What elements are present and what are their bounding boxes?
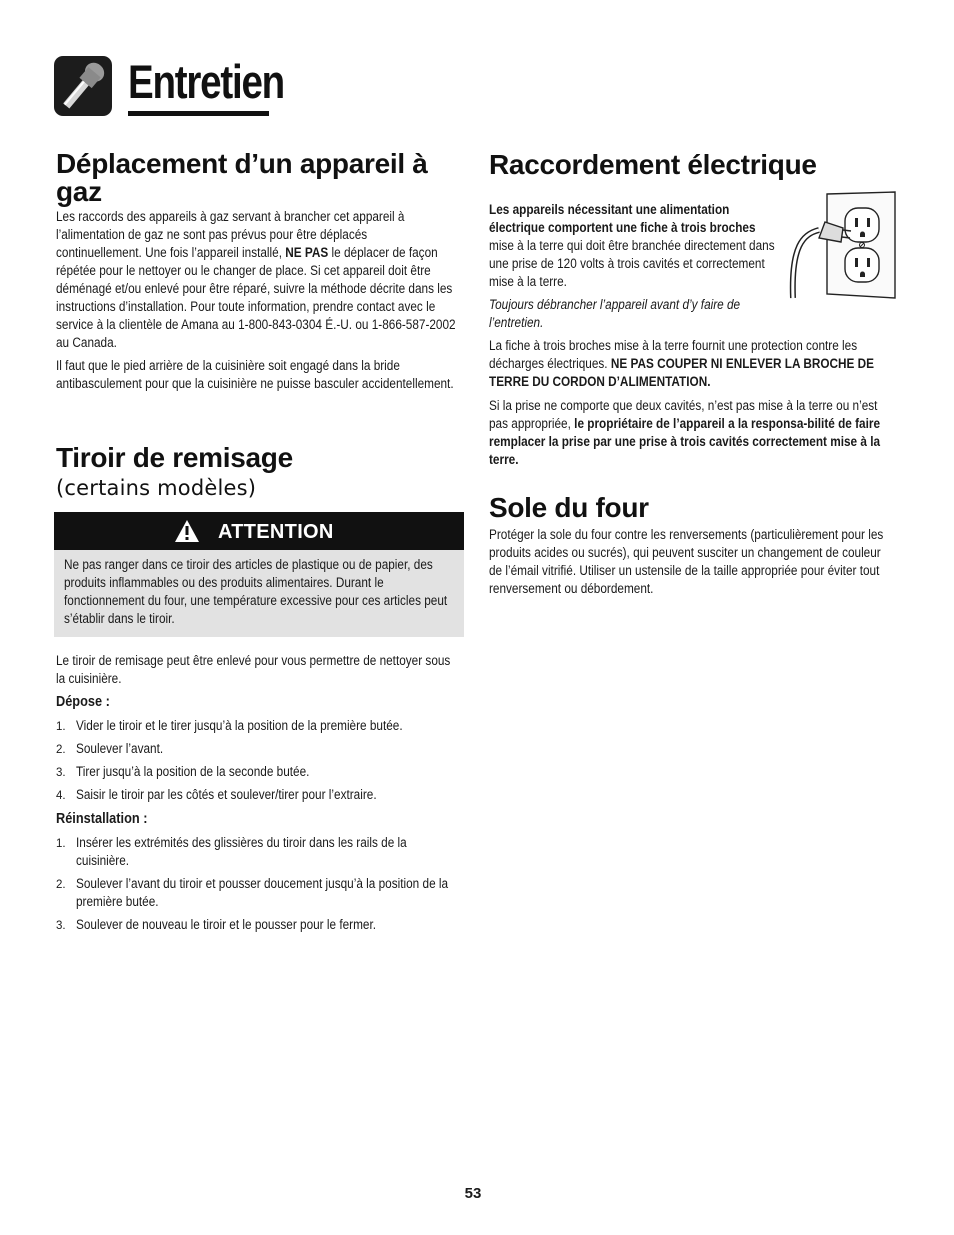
list-item-text: Vider le tiroir et le tirer jusqu’à la position de la première butée.: [76, 718, 403, 733]
list-item: [56, 786, 456, 804]
section-heading-drawer: Tiroir de remisage: [56, 442, 293, 473]
list-item-number: 2.: [56, 744, 66, 756]
list-item-text: Soulever l’avant.: [76, 741, 164, 756]
section-heading-oven-floor: Sole du four: [489, 492, 649, 523]
attention-header-bar: [54, 512, 464, 550]
warning-triangle-icon: [174, 519, 200, 543]
electric-paragraph-1: Les appareils nécessitant une alimentation électrique comportent une fiche à trois broches mise à la terre qui doit être branchée directement dans une prise de 120 volts à trois cavités et correctement mise à la terre.: [489, 202, 775, 289]
moving-paragraph-2: Il faut que le pied arrière de la cuisinière soit engagé dans la bride antibasculement pour que la cuisinière ne puisse basculer accidentellement.: [56, 358, 454, 391]
attention-box: [54, 512, 464, 637]
page-title: Entretien: [128, 55, 284, 108]
list-item-text: Saisir le tiroir par les côtés et soulever/tirer pour l’extraire.: [76, 787, 377, 802]
section-heading-electric: Raccordement électrique: [489, 149, 817, 180]
screwdriver-icon: [54, 56, 112, 116]
list-item-number: 2.: [56, 879, 66, 891]
page-number: 53: [464, 1185, 482, 1202]
list-item: [56, 763, 456, 781]
list-item-number: 4.: [56, 790, 66, 802]
attention-label: ATTENTION: [218, 521, 334, 543]
section-subheading-drawer: (certains modèles): [56, 476, 257, 500]
list-item: [56, 875, 456, 911]
list-item-number: 1.: [56, 721, 66, 733]
electric-paragraph-2: La fiche à trois broches mise à la terre fournit une protection contre les décharges électriques. NE PAS COUPER NI ENLEVER LA BROCHE DE TERRE DU CORDON D’ALIMENTATION.: [489, 338, 875, 389]
list-item-number: 1.: [56, 838, 66, 850]
grounded-outlet-plug-icon: [785, 190, 897, 300]
drawer-intro: Le tiroir de remisage peut être enlevé pour vous permettre de nettoyer sous la cuisinière.: [56, 653, 451, 686]
list-item-text: Soulever l’avant du tiroir et pousser doucement jusqu’à la position de la première butée.: [76, 876, 449, 909]
electric-note: Toujours débrancher l’appareil avant d’y faire de l’entretien.: [489, 297, 741, 330]
removal-heading: Dépose :: [56, 694, 110, 710]
list-item-text: Tirer jusqu’à la position de la seconde butée.: [76, 764, 310, 779]
list-item-number: 3.: [56, 767, 66, 779]
attention-text: Ne pas ranger dans ce tiroir des articles de plastique ou de papier, des produits inflammables ou des produits alimentaires. Durant le fonctionnement du four, une température excessive pour ces articles peut s’établir dans le tiroir.: [64, 557, 448, 626]
list-item: [56, 740, 456, 758]
list-item: [56, 916, 456, 934]
list-item: [56, 834, 456, 870]
moving-paragraph-1: Les raccords des appareils à gaz servant à brancher cet appareil à l’alimentation de gaz ne sont pas prévus pour être déplacés continuellement. Une fois l’appareil installé, NE PAS le déplacer de façon répétée pour le nettoyer ou le changer de place. Si cet appareil doit être déménagé et/ou enlevé pour être réparé, suivre la méthode décrite dans les instructions d’installation. Pour toute information, prendre contact avec le service à la clientèle de Amana au 1-800-843-0304 É.-U. ou 1-866-587-2002 au Canada.: [56, 209, 456, 350]
title-underline: [128, 111, 269, 116]
list-item: [56, 717, 456, 735]
oven-floor-paragraph: Protéger la sole du four contre les renversements (particulièrement pour les produits acides ou sucrés), qui peuvent susciter un changement de couleur de l’émail vitrifié. Utiliser un ustensile de la taille appropriée pour éviter tout renversement ou débordement.: [489, 527, 884, 596]
electric-paragraph-3: Si la prise ne comporte que deux cavités, n’est pas mise à la terre ou n’est pas appropriée, le propriétaire de l’appareil a la responsa-bilité de faire remplacer la prise par une prise à trois cavités correctement mise à la terre.: [489, 398, 881, 467]
list-item-number: 3.: [56, 920, 66, 932]
install-heading: Réinstallation :: [56, 811, 148, 827]
list-item-text: Insérer les extrémités des glissières du tiroir dans les rails de la cuisinière.: [76, 835, 407, 868]
section-heading-moving: Déplacement d’un appareil à gaz: [56, 148, 428, 207]
install-steps-list: [56, 834, 456, 939]
list-item-text: Soulever de nouveau le tiroir et le pousser pour le fermer.: [76, 917, 376, 932]
removal-steps-list: [56, 717, 456, 809]
